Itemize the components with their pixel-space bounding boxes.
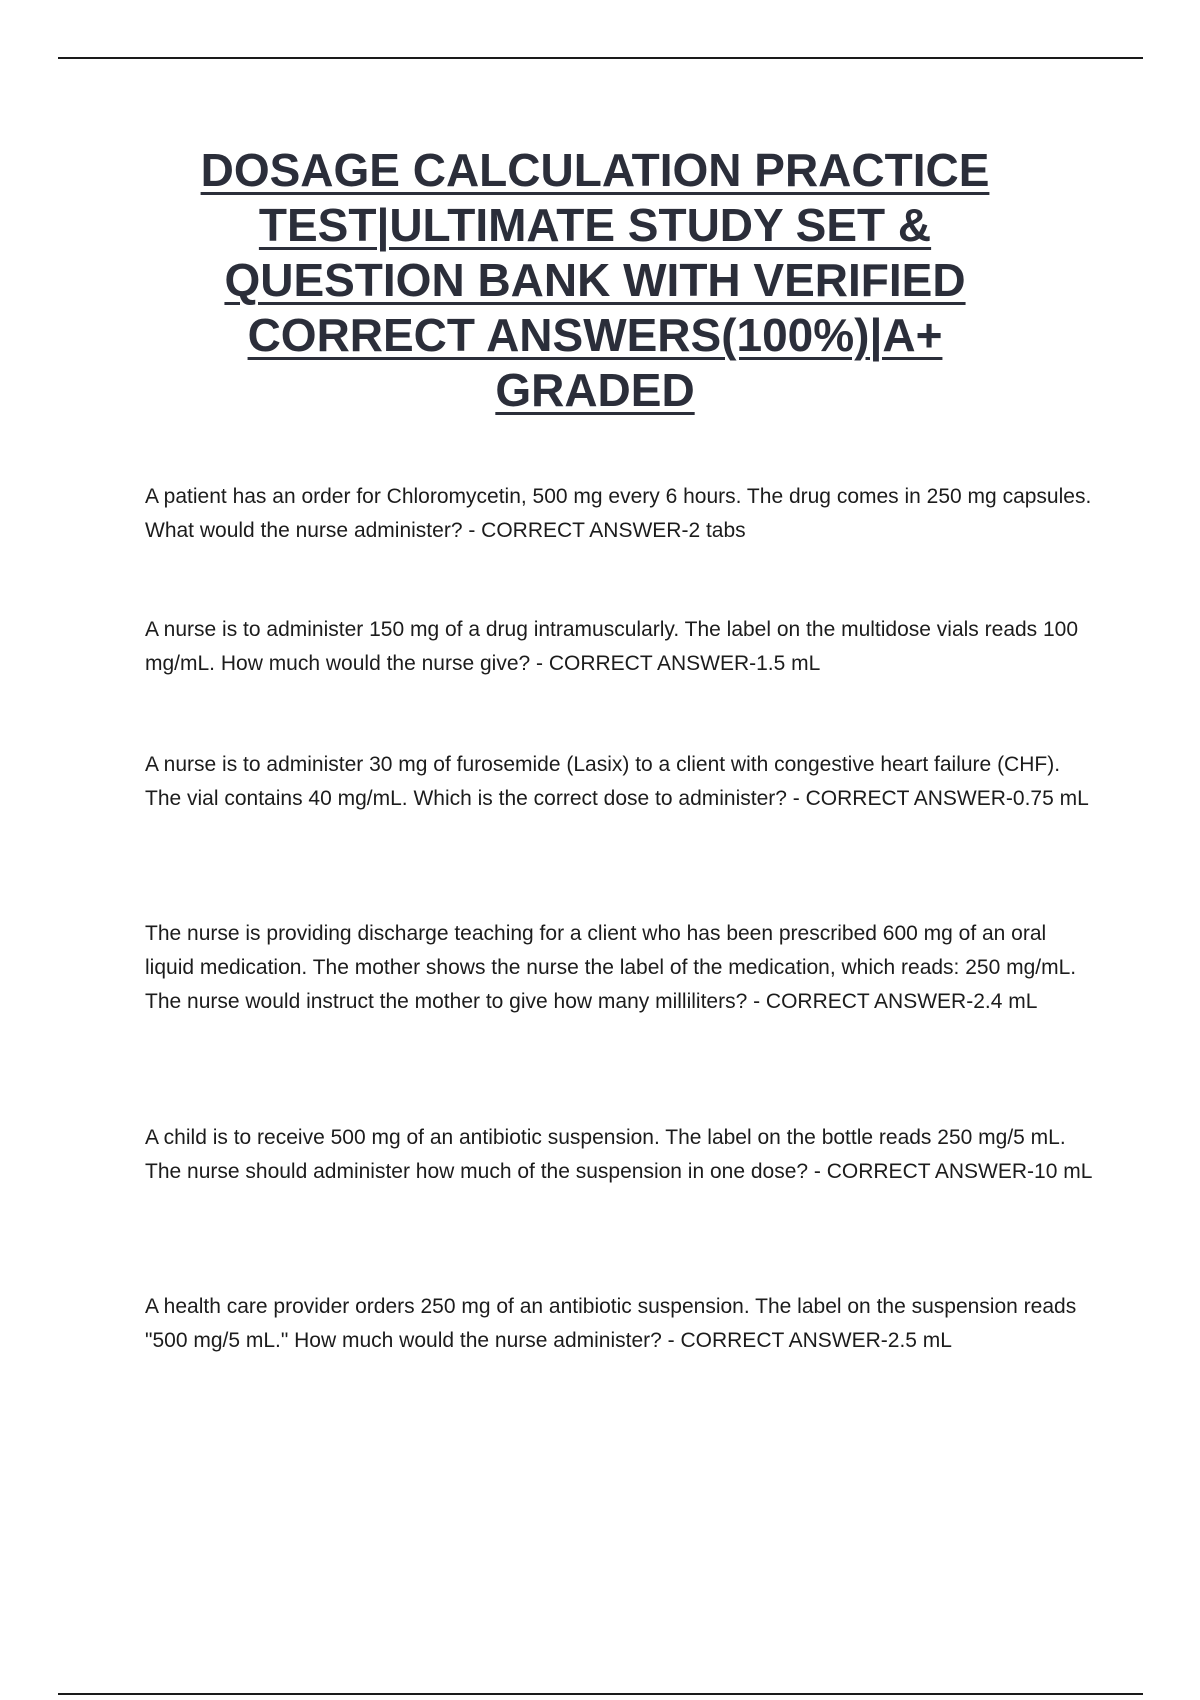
footer-rule xyxy=(58,1693,1143,1695)
question-item: A child is to receive 500 mg of an antibiotic suspension. The label on the bottle reads 250 mg/5 mL. The nurse should administer how much of the suspension in one dose? - CORRECT ANSWER-10 mL xyxy=(145,1126,1093,1183)
question-item: A health care provider orders 250 mg of an antibiotic suspension. The label on the suspension reads "500 mg/5 mL." How much would the nurse administer? - CORRECT ANSWER-2.5 mL xyxy=(145,1295,1077,1352)
question-item: The nurse is providing discharge teaching for a client who has been prescribed 600 mg of an oral liquid medication. The mother shows the nurse the label of the medication, which reads: 250 mg/mL. The nurse would instruct the mother to give how many milliliters? - CORRECT ANSWER-2.4 mL xyxy=(145,922,1077,1013)
question-item: A nurse is to administer 30 mg of furosemide (Lasix) to a client with congestive heart failure (CHF). The vial contains 40 mg/mL. Which is the correct dose to administer? - CORRECT ANSWER-0.75 mL xyxy=(145,753,1089,810)
question-item: A nurse is to administer 150 mg of a drug intramuscularly. The label on the multidose vials reads 100 mg/mL. How much would the nurse give? - CORRECT ANSWER-1.5 mL xyxy=(145,618,1079,675)
question-item: A patient has an order for Chloromycetin, 500 mg every 6 hours. The drug comes in 250 mg capsules. What would the nurse administer? - CORRECT ANSWER-2 tabs xyxy=(145,485,1092,542)
header-rule xyxy=(58,57,1143,59)
document-title: DOSAGE CALCULATION PRACTICE TEST|ULTIMATE STUDY SET & QUESTION BANK WITH VERIFIED CORRECT ANSWERS(100%)|A+ GRADED xyxy=(200,144,990,416)
